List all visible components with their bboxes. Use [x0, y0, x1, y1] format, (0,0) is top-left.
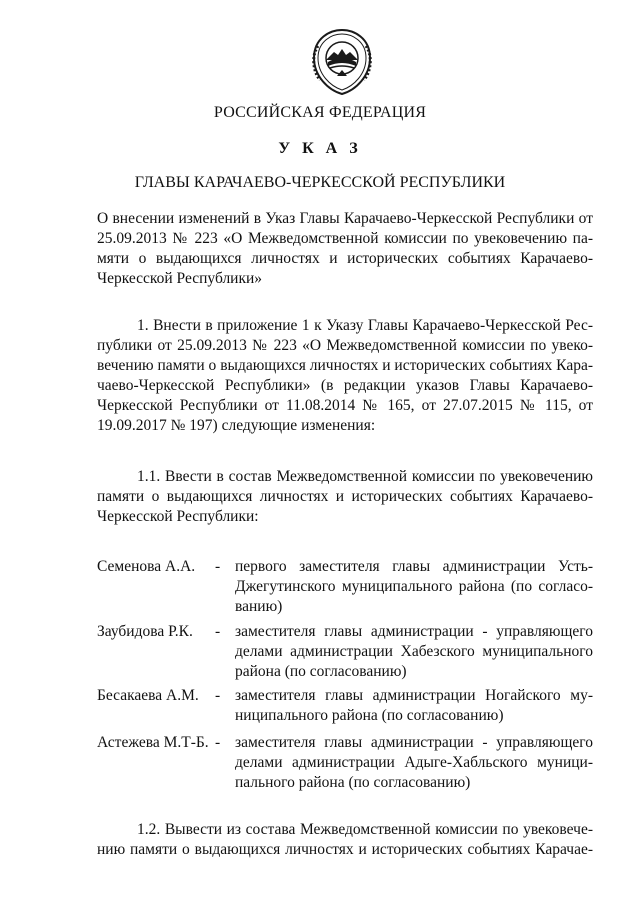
paragraph-line: памяти о выдающихся личностях и исторических событиях Карачаево-	[97, 488, 593, 505]
paragraph-line: 1.2. Вывести из состава Межведомственной комиссии по увековече-	[137, 821, 593, 838]
paragraph-line: вечению памяти о выдающихся личностях и исторических событиях Кара-	[97, 357, 593, 374]
member-name: Семенова А.А.	[97, 558, 196, 575]
member-position	[235, 557, 593, 617]
member-dash: -	[215, 687, 221, 704]
position-line: делами администрации Хабезского муниципального	[235, 643, 593, 660]
member-name: Астежева М.Т-Б.	[97, 734, 209, 751]
paragraph-line: 1. Внести в приложение 1 к Указу Главы Карачаево-Черкесской Рес-	[137, 317, 593, 334]
member-dash: -	[215, 734, 221, 751]
coat-of-arms-emblem	[304, 24, 380, 100]
subject-line: Черкесской Республики»	[97, 270, 263, 287]
document-type-heading: У К А З	[278, 140, 362, 157]
country-heading: РОССИЙСКАЯ ФЕДЕРАЦИЯ	[213, 104, 427, 121]
position-line: пального района (по согласованию)	[235, 774, 471, 791]
paragraph-line: Черкесской Республики:	[97, 508, 259, 525]
paragraph-line: нию памяти о выдающихся личностях и исторических событиях Карачае-	[97, 841, 593, 858]
paragraph-1-2	[97, 820, 593, 860]
issuer-heading: ГЛАВЫ КАРАЧАЕВО-ЧЕРКЕССКОЙ РЕСПУБЛИКИ	[134, 174, 506, 191]
subject-line: 25.09.2013 № 223 «О Межведомственной комиссии по увековечению па-	[97, 230, 593, 247]
paragraph-1	[97, 316, 593, 436]
member-dash: -	[215, 558, 221, 575]
position-line: делами администрации Адыге-Хабльского муници-	[235, 754, 593, 771]
position-line: ванию)	[235, 598, 283, 615]
paragraph-line: 1.1. Ввести в состав Межведомственной комиссии по увековечению	[137, 468, 593, 485]
paragraph-line: чаево-Черкесской Республики» (в редакции указов Главы Карачаево-	[97, 377, 593, 394]
member-name: Заубидова Р.К.	[97, 623, 193, 640]
document-subject	[97, 209, 593, 289]
member-position	[235, 733, 593, 793]
position-line: первого заместителя главы администрации Усть-	[235, 558, 593, 575]
subject-line: О внесении изменений в Указ Главы Карачаево-Черкесской Республики от	[97, 210, 593, 227]
member-dash: -	[215, 623, 221, 640]
position-line: заместителя главы администрации - управляющего	[235, 623, 593, 640]
position-line: Джегутинского муниципального района (по согласо-	[235, 578, 593, 595]
position-line: района (по согласованию)	[235, 663, 407, 680]
position-line: заместителя главы администрации Ногайского му-	[235, 687, 593, 704]
position-line: ниципального района (по согласованию)	[235, 707, 504, 724]
subject-line: мяти о выдающихся личностях и исторических событиях Карачаево-	[97, 250, 593, 267]
paragraph-line: Черкесской Республики от 11.08.2014 № 165, от 27.07.2015 № 115, от	[97, 397, 593, 414]
paragraph-line: публики от 25.09.2013 № 223 «О Межведомственной комиссии по увеко-	[97, 337, 593, 354]
paragraph-line: 19.09.2017 № 197) следующие изменения:	[97, 417, 376, 434]
member-position	[235, 686, 593, 726]
paragraph-1-1	[97, 467, 593, 527]
member-name: Бесакаева А.М.	[97, 687, 199, 704]
position-line: заместителя главы администрации - управляющего	[235, 734, 593, 751]
member-position	[235, 622, 593, 682]
